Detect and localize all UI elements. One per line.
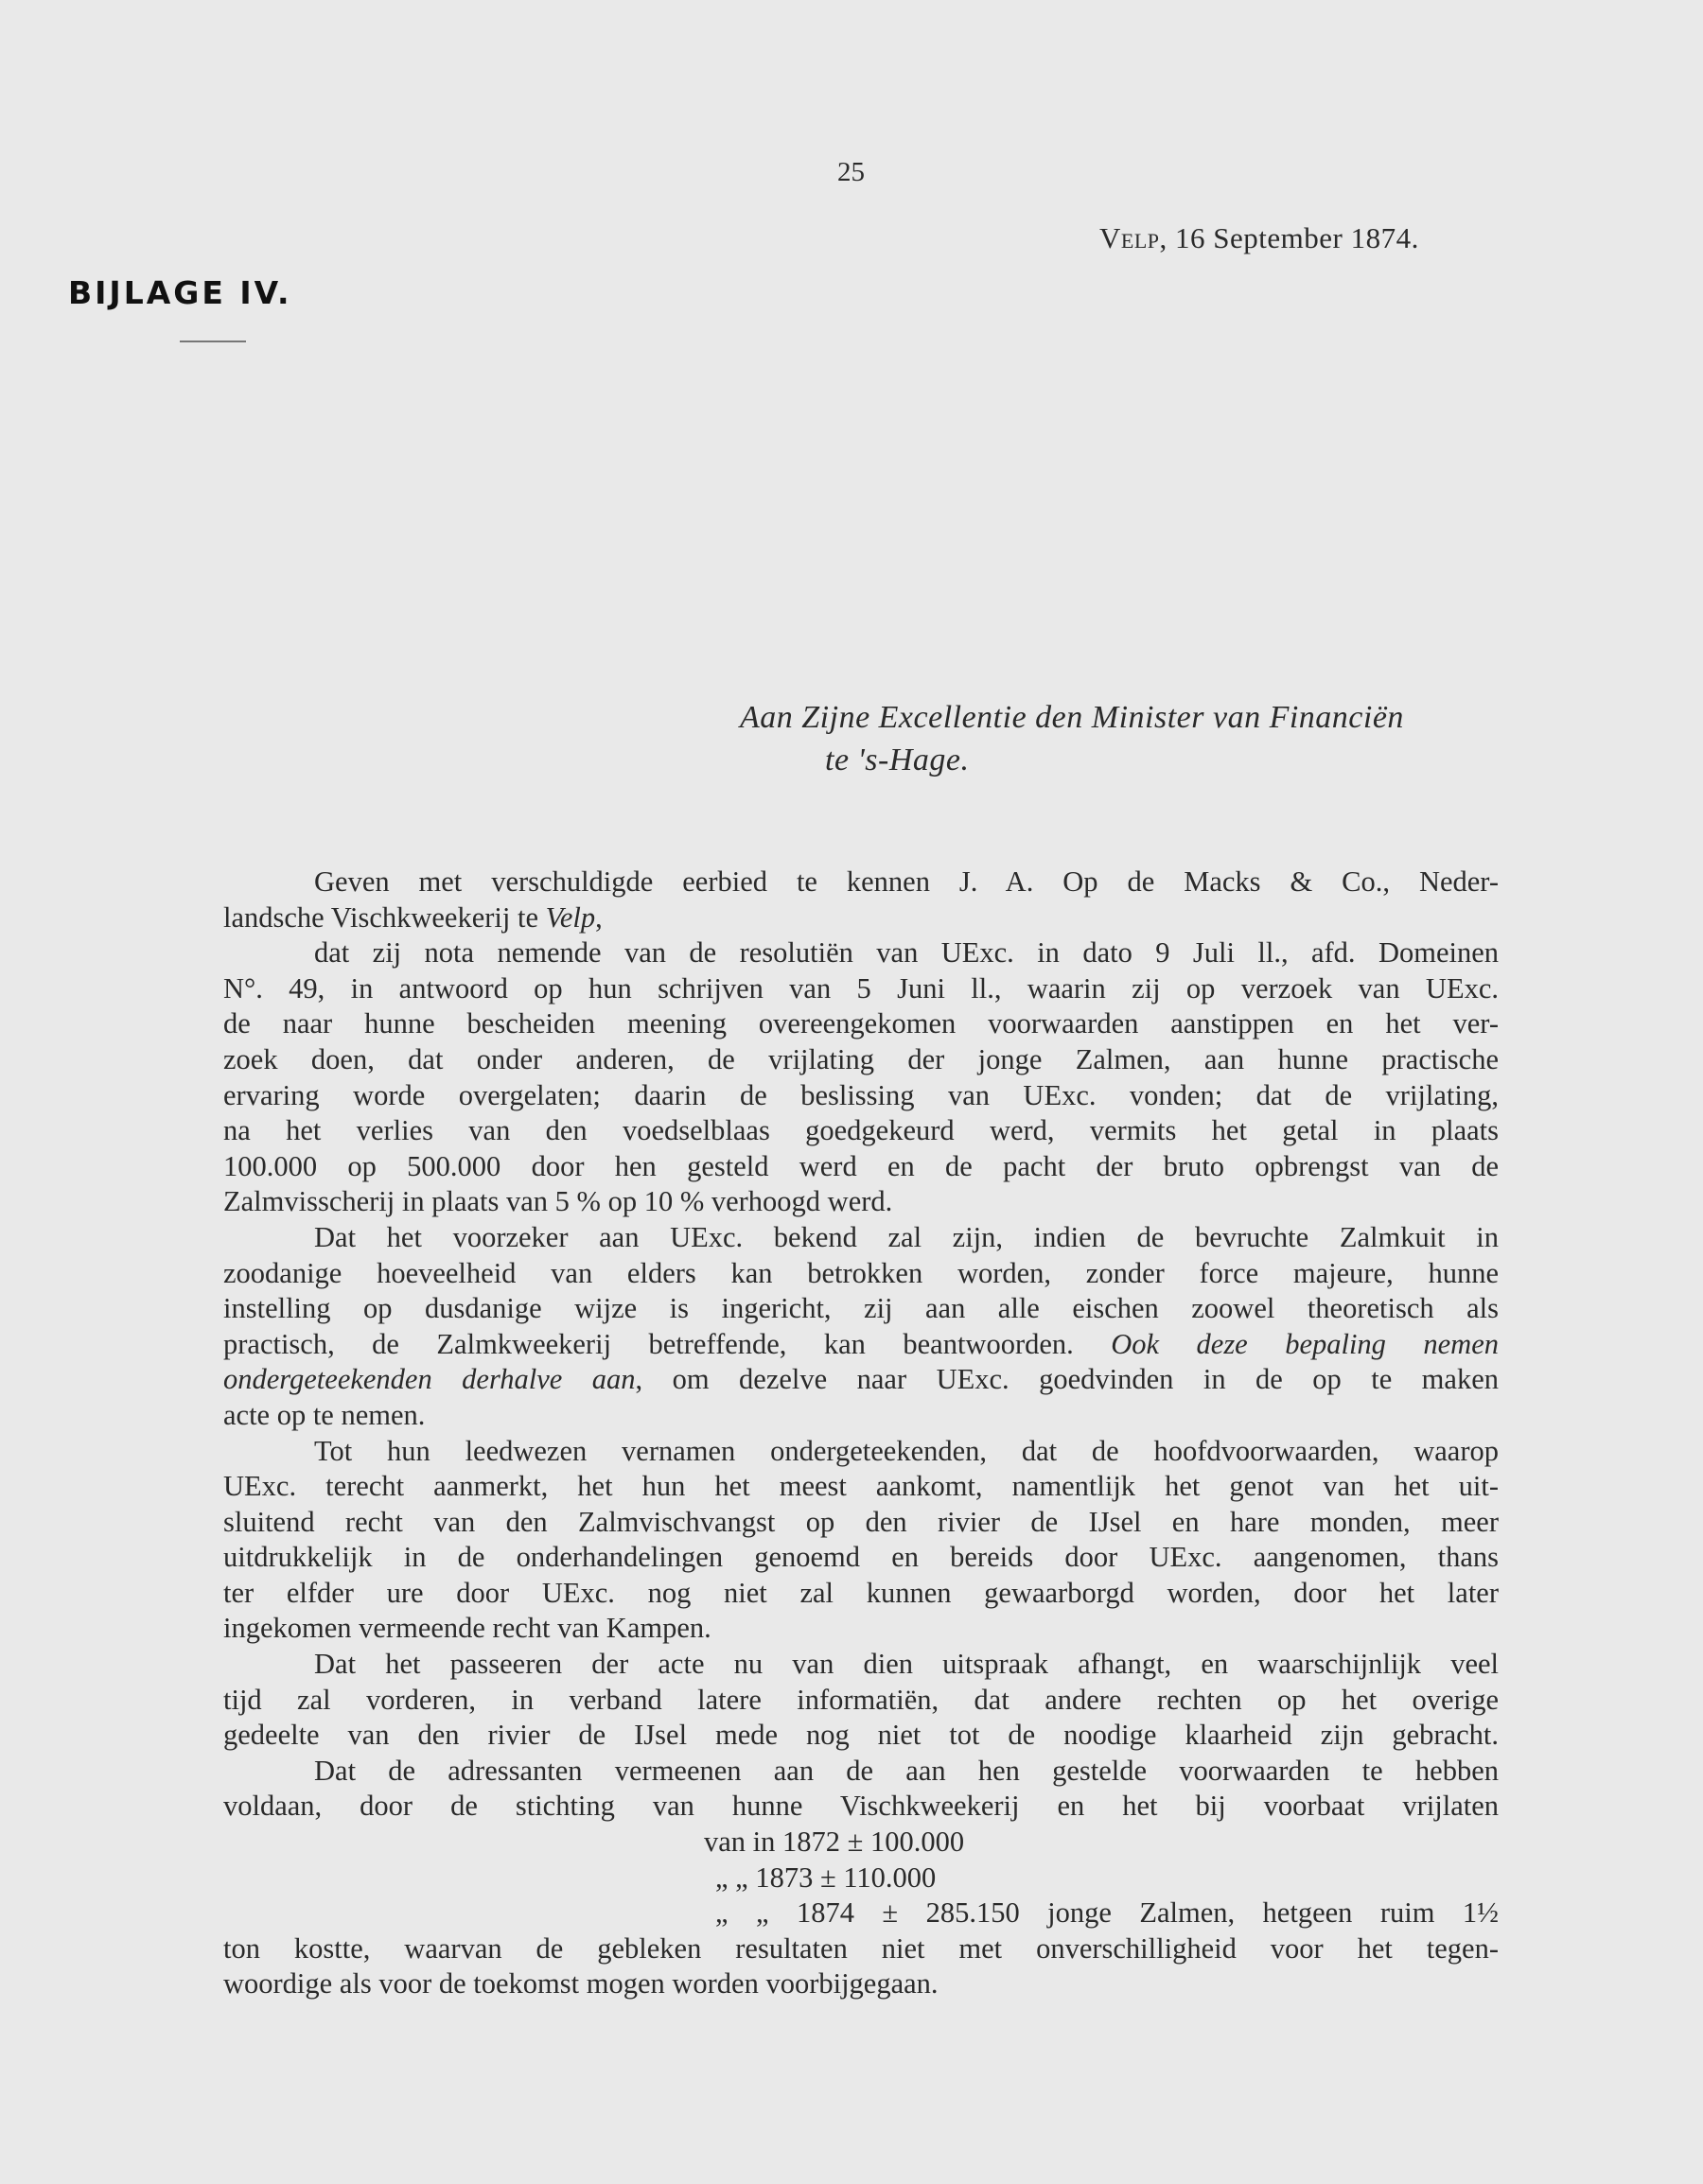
body-line: gedeelte van den rivier de IJsel mede nog niet tot de noodige klaarheid zijn gebracht. — [223, 1719, 1499, 1752]
body-line: voldaan, door de stichting van hunne Vischkweekerij en het bij voorbaat vrijlaten — [223, 1790, 1499, 1823]
body-line: „ „ 1873 ± 110.000 — [715, 1861, 937, 1894]
body-line: tijd zal vorderen, in verband latere informatiën, dat andere rechten op het overige — [223, 1683, 1499, 1716]
body-line — [223, 900, 1499, 936]
body-italic: Ook deze bepaling nemen — [1111, 1327, 1499, 1360]
body-italic: ondergeteekenden derhalve aan — [223, 1363, 636, 1396]
body-line: UExc. terecht aanmerkt, het hun het meest aankomt, namentlijk het genot van het uit- — [223, 1470, 1499, 1503]
divider — [180, 341, 246, 342]
body-line: zoodanige hoeveelheid van elders kan betrokken worden, zonder force majeure, hunne — [223, 1256, 1499, 1289]
body-line: Geven met verschuldigde eerbied te kennen J. A. Op de Macks & Co., Neder- — [314, 865, 1499, 898]
body-text: practisch, de Zalmkweekerij betreffende, kan beantwoorden. — [223, 1327, 1112, 1360]
body-line: Zalmvisscherij in plaats van 5 % op 10 % verhoogd werd. — [223, 1185, 893, 1218]
body-line: woordige als voor de toekomst mogen worden voorbijgegaan. — [223, 1967, 939, 2001]
body-line: Dat het voorzeker aan UExc. bekend zal zijn, indien de bevruchte Zalmkuit in — [314, 1220, 1499, 1253]
body-line — [223, 1362, 1499, 1398]
date: , 16 September 1874. — [1159, 221, 1419, 254]
body-line: sluitend recht van den Zalmvischvangst op den rivier de IJsel en hare monden, meer — [223, 1505, 1499, 1538]
body-line: de naar hunne bescheiden meening overeengekomen voorwaarden aanstippen en het ver- — [223, 1007, 1499, 1040]
body-line: 100.000 op 500.000 door hen gesteld werd en de pacht der bruto opbrengst van de — [223, 1149, 1499, 1182]
body-line — [223, 1327, 1499, 1363]
body-line: ter elfder ure door UExc. nog niet zal kunnen gewaarborgd worden, door het later — [223, 1576, 1499, 1609]
body-line: dat zij nota nemende van de resolutiën van UExc. in dato 9 Juli ll., afd. Domeinen — [314, 936, 1499, 970]
body-text: , om dezelve naar UExc. goedvinden in de op te maken — [635, 1363, 1499, 1396]
body-line: ingekomen vermeende recht van Kampen. — [223, 1612, 711, 1645]
body-line: uitdrukkelijk in de onderhandelingen genoemd en bereids door UExc. aangenomen, thans — [223, 1541, 1499, 1574]
address-line-1: Aan Zijne Excellentie den Minister van Financiën — [740, 700, 1404, 735]
body-line: instelling op dusdanige wijze is ingericht, zij aan alle eischen zoowel theoretisch als — [223, 1292, 1499, 1325]
body-line: zoek doen, dat onder anderen, de vrijlating der jonge Zalmen, aan hunne practische — [223, 1042, 1499, 1075]
body-text: landsche Vischkweekerij te — [223, 900, 546, 934]
body-line: Dat de adressanten vermeenen aan de aan hen gestelde voorwaarden te hebben — [314, 1754, 1499, 1787]
place-date — [1099, 221, 1419, 255]
page-number: 25 — [837, 157, 865, 187]
place-name: Velp — [1099, 221, 1160, 254]
body-line: N°. 49, in antwoord op hun schrijven van 5 Juni ll., waarin zij op verzoek van UExc. — [223, 971, 1499, 1005]
body-line: ervaring worde overgelaten; daarin de beslissing van UExc. vonden; dat de vrijlating, — [223, 1078, 1499, 1111]
body-line: ton kostte, waarvan de gebleken resultaten niet met onverschilligheid voor het tegen- — [223, 1931, 1499, 1965]
body-line: „ „ 1874 ± 285.150 jonge Zalmen, hetgeen ruim 1½ — [715, 1896, 1499, 1930]
body-text: , — [595, 900, 603, 934]
body-line: Tot hun leedwezen vernamen ondergeteekenden, dat de hoofdvoorwaarden, waarop — [314, 1434, 1499, 1467]
body-line: Dat het passeeren der acte nu van dien uitspraak afhangt, en waarschijnlijk veel — [314, 1648, 1499, 1681]
body-line: acte op te nemen. — [223, 1398, 426, 1431]
letter-body — [223, 865, 1499, 2002]
body-italic: Velp — [545, 900, 596, 934]
address-line-2: te 's-Hage. — [825, 743, 970, 778]
body-line: van in 1872 ± 100.000 — [704, 1826, 965, 1859]
body-line: na het verlies van den voedselblaas goedgekeurd werd, vermits het getal in plaats — [223, 1114, 1499, 1147]
appendix-title: BIJLAGE IV. — [68, 274, 292, 311]
